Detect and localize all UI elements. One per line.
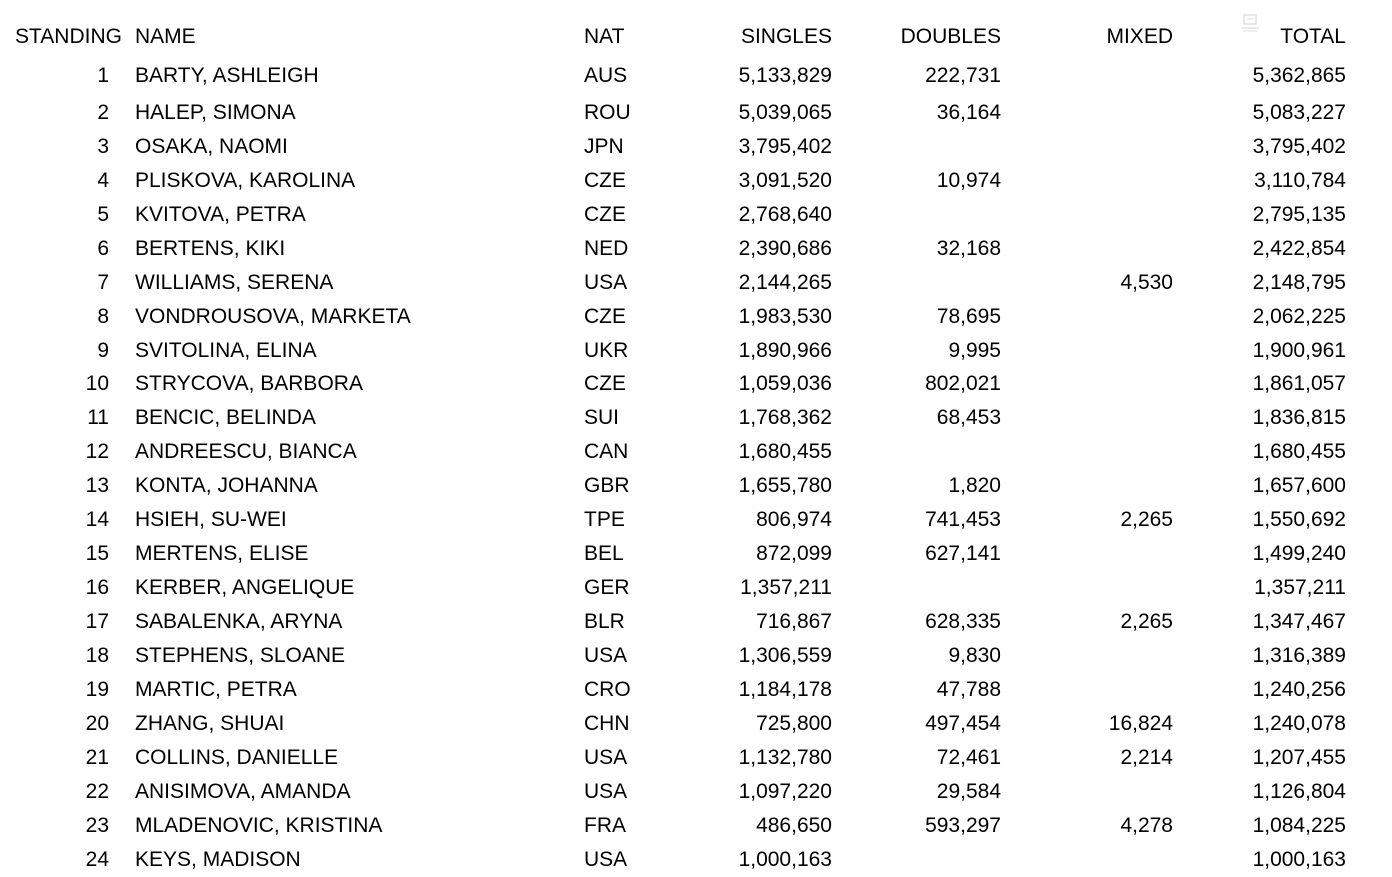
table-row bbox=[0, 300, 1392, 334]
cell-name: STRYCOVA, BARBORA bbox=[135, 372, 363, 396]
cell-spacer bbox=[1346, 435, 1392, 469]
cell-total: 1,900,961 bbox=[1252, 338, 1346, 362]
cell-name: HSIEH, SU-WEI bbox=[135, 508, 287, 532]
cell-nat: CZE bbox=[584, 202, 626, 226]
cell-nat: UKR bbox=[584, 338, 629, 362]
cell-nat: TPE bbox=[584, 508, 625, 532]
cell-standing: 13 bbox=[85, 474, 109, 498]
cell-nat: FRA bbox=[584, 813, 626, 837]
cell-standing: 19 bbox=[85, 677, 109, 701]
cell-nat: CAN bbox=[584, 440, 629, 464]
cell-singles: 1,097,220 bbox=[738, 779, 832, 803]
cell-doubles: 10,974 bbox=[936, 168, 1001, 192]
cell-standing: 2 bbox=[97, 100, 109, 124]
table-row bbox=[0, 469, 1392, 503]
cell-doubles bbox=[832, 130, 1001, 164]
cell-standing: 18 bbox=[85, 643, 109, 667]
cell-spacer bbox=[1346, 198, 1392, 232]
cell-total: 2,148,795 bbox=[1252, 270, 1346, 294]
cell-mixed: 4,530 bbox=[1120, 270, 1173, 294]
cell-singles: 1,890,966 bbox=[738, 338, 832, 362]
cell-name: BENCIC, BELINDA bbox=[135, 406, 316, 430]
cell-mixed bbox=[1001, 673, 1173, 707]
cell-total: 5,362,865 bbox=[1252, 64, 1346, 87]
cell-doubles bbox=[832, 571, 1001, 605]
cell-name: KVITOVA, PETRA bbox=[135, 202, 306, 226]
cell-singles: 3,795,402 bbox=[738, 134, 832, 158]
cell-name: STEPHENS, SLOANE bbox=[135, 643, 346, 667]
cell-name: ANISIMOVA, AMANDA bbox=[135, 779, 351, 803]
table-row bbox=[0, 775, 1392, 809]
cell-standing: 6 bbox=[97, 236, 109, 260]
cell-spacer bbox=[1346, 300, 1392, 334]
cell-total: 3,110,784 bbox=[1254, 168, 1346, 192]
table-row bbox=[0, 639, 1392, 673]
cell-doubles: 222,731 bbox=[925, 64, 1001, 87]
cell-spacer bbox=[1346, 605, 1392, 639]
cell-singles: 1,184,178 bbox=[738, 677, 832, 701]
table-body bbox=[0, 56, 1392, 877]
cell-singles: 1,655,780 bbox=[738, 474, 832, 498]
cell-nat: USA bbox=[584, 643, 628, 667]
cell-standing: 15 bbox=[85, 542, 109, 566]
cell-doubles: 802,021 bbox=[925, 372, 1001, 396]
cell-mixed bbox=[1001, 130, 1173, 164]
cell-doubles bbox=[832, 435, 1001, 469]
cell-nat: CZE bbox=[584, 304, 626, 328]
cell-total: 1,836,815 bbox=[1252, 406, 1346, 430]
cell-spacer bbox=[1346, 232, 1392, 266]
cell-mixed bbox=[1001, 639, 1173, 673]
cell-name: COLLINS, DANIELLE bbox=[135, 745, 339, 769]
cell-spacer bbox=[1346, 469, 1392, 503]
cell-nat: GER bbox=[584, 576, 630, 600]
table-row bbox=[0, 266, 1392, 300]
table-row bbox=[0, 503, 1392, 537]
cell-doubles: 1,820 bbox=[948, 474, 1001, 498]
cell-nat: USA bbox=[584, 745, 628, 769]
cell-total: 5,083,227 bbox=[1252, 100, 1346, 124]
cell-singles: 716,867 bbox=[756, 610, 832, 634]
cell-name: KEYS, MADISON bbox=[135, 847, 301, 871]
earnings-table bbox=[0, 17, 1392, 877]
cell-mixed bbox=[1001, 435, 1173, 469]
cell-doubles bbox=[832, 843, 1001, 877]
cell-standing: 8 bbox=[97, 304, 109, 328]
cell-nat: USA bbox=[584, 270, 628, 294]
table-row bbox=[0, 435, 1392, 469]
cell-doubles: 9,995 bbox=[948, 338, 1001, 362]
cell-spacer bbox=[1346, 673, 1392, 707]
cell-total: 1,680,455 bbox=[1252, 440, 1346, 464]
cell-total: 1,000,163 bbox=[1252, 847, 1346, 871]
table-row bbox=[0, 368, 1392, 402]
cell-spacer bbox=[1346, 741, 1392, 775]
cell-spacer bbox=[1346, 266, 1392, 300]
cell-spacer bbox=[1346, 164, 1392, 198]
cell-mixed: 16,824 bbox=[1108, 711, 1173, 735]
cell-singles: 2,768,640 bbox=[738, 202, 832, 226]
cell-standing: 14 bbox=[85, 508, 109, 532]
table-row bbox=[0, 401, 1392, 435]
header-singles: SINGLES bbox=[740, 24, 832, 48]
cell-spacer bbox=[1346, 56, 1392, 96]
cell-singles: 1,059,036 bbox=[738, 372, 832, 396]
table-row bbox=[0, 96, 1392, 130]
cell-doubles: 593,297 bbox=[925, 813, 1001, 837]
cell-nat: BLR bbox=[584, 610, 625, 634]
cell-spacer bbox=[1346, 843, 1392, 877]
cell-name: VONDROUSOVA, MARKETA bbox=[135, 304, 411, 328]
cell-standing: 16 bbox=[85, 576, 109, 600]
cell-standing: 23 bbox=[85, 813, 109, 837]
cell-singles: 3,091,520 bbox=[738, 168, 832, 192]
cell-spacer bbox=[1346, 503, 1392, 537]
cell-mixed: 2,265 bbox=[1120, 610, 1173, 634]
cell-spacer bbox=[1346, 130, 1392, 164]
cell-spacer bbox=[1346, 537, 1392, 571]
table-row bbox=[0, 537, 1392, 571]
cell-total: 1,207,455 bbox=[1252, 745, 1346, 769]
cell-total: 1,347,467 bbox=[1252, 610, 1346, 634]
header-row bbox=[0, 17, 1392, 56]
header-total: TOTAL bbox=[1280, 24, 1346, 48]
table-row bbox=[0, 198, 1392, 232]
cell-doubles: 627,141 bbox=[925, 542, 1001, 566]
cell-doubles: 47,788 bbox=[936, 677, 1001, 701]
cell-mixed bbox=[1001, 198, 1173, 232]
cell-doubles: 29,584 bbox=[936, 779, 1001, 803]
cell-name: MERTENS, ELISE bbox=[135, 542, 309, 566]
cell-name: WILLIAMS, SERENA bbox=[135, 270, 334, 294]
cell-spacer bbox=[1346, 368, 1392, 402]
cell-mixed bbox=[1001, 401, 1173, 435]
header-standing: STANDING bbox=[15, 24, 122, 48]
cell-singles: 2,144,265 bbox=[738, 270, 832, 294]
cell-singles: 2,390,686 bbox=[738, 236, 832, 260]
cell-total: 1,240,256 bbox=[1252, 677, 1346, 701]
cell-mixed bbox=[1001, 469, 1173, 503]
cell-standing: 4 bbox=[97, 168, 109, 192]
cell-nat: CZE bbox=[584, 168, 626, 192]
cell-singles: 1,306,559 bbox=[738, 643, 832, 667]
cell-standing: 1 bbox=[97, 64, 109, 87]
table-row bbox=[0, 334, 1392, 368]
cell-standing: 17 bbox=[85, 610, 109, 634]
cell-spacer bbox=[1346, 809, 1392, 843]
cell-mixed bbox=[1001, 334, 1173, 368]
cell-standing: 20 bbox=[85, 711, 109, 735]
cell-mixed: 2,214 bbox=[1120, 745, 1173, 769]
cell-spacer bbox=[1346, 775, 1392, 809]
cell-total: 1,861,057 bbox=[1252, 372, 1346, 396]
cell-mixed bbox=[1001, 843, 1173, 877]
cell-doubles: 68,453 bbox=[936, 406, 1001, 430]
cell-name: KONTA, JOHANNA bbox=[135, 474, 318, 498]
table-row bbox=[0, 232, 1392, 266]
cell-singles: 486,650 bbox=[756, 813, 832, 837]
cell-nat: BEL bbox=[584, 542, 624, 566]
cell-total: 2,422,854 bbox=[1252, 236, 1346, 260]
cell-total: 1,550,692 bbox=[1252, 508, 1346, 532]
cell-doubles: 9,830 bbox=[948, 643, 1001, 667]
cell-singles: 806,974 bbox=[756, 508, 832, 532]
cell-spacer bbox=[1346, 639, 1392, 673]
cell-name: ANDREESCU, BIANCA bbox=[135, 440, 357, 464]
cell-name: MLADENOVIC, KRISTINA bbox=[135, 813, 383, 837]
cell-singles: 1,680,455 bbox=[738, 440, 832, 464]
cell-standing: 11 bbox=[87, 406, 109, 430]
cell-name: KERBER, ANGELIQUE bbox=[135, 576, 355, 600]
cell-spacer bbox=[1346, 571, 1392, 605]
cell-singles: 5,133,829 bbox=[738, 64, 832, 87]
cell-name: MARTIC, PETRA bbox=[135, 677, 297, 701]
cell-nat: NED bbox=[584, 236, 629, 260]
cell-name: BARTY, ASHLEIGH bbox=[135, 64, 319, 87]
cell-doubles: 36,164 bbox=[936, 100, 1001, 124]
cell-singles: 1,357,211 bbox=[740, 576, 832, 600]
cell-spacer bbox=[1346, 96, 1392, 130]
cell-standing: 7 bbox=[97, 270, 109, 294]
cell-name: HALEP, SIMONA bbox=[135, 100, 296, 124]
cell-total: 1,357,211 bbox=[1254, 576, 1346, 600]
table-row bbox=[0, 56, 1392, 96]
header-nat: NAT bbox=[584, 24, 625, 48]
cell-nat: CHN bbox=[584, 711, 630, 735]
cell-doubles: 32,168 bbox=[936, 236, 1001, 260]
cell-mixed bbox=[1001, 56, 1173, 96]
cell-mixed: 4,278 bbox=[1120, 813, 1173, 837]
cell-total: 1,084,225 bbox=[1252, 813, 1346, 837]
cell-mixed: 2,265 bbox=[1120, 508, 1173, 532]
cell-nat: AUS bbox=[584, 64, 628, 87]
cell-mixed bbox=[1001, 368, 1173, 402]
cell-doubles: 497,454 bbox=[925, 711, 1001, 735]
cell-total: 1,316,389 bbox=[1252, 643, 1346, 667]
cell-singles: 1,768,362 bbox=[738, 406, 832, 430]
cell-singles: 872,099 bbox=[756, 542, 832, 566]
cell-nat: GBR bbox=[584, 474, 630, 498]
cell-total: 2,795,135 bbox=[1252, 202, 1346, 226]
table-row bbox=[0, 130, 1392, 164]
header-spacer bbox=[1346, 17, 1392, 56]
cell-standing: 3 bbox=[97, 134, 109, 158]
cell-total: 2,062,225 bbox=[1252, 304, 1346, 328]
cell-mixed bbox=[1001, 537, 1173, 571]
table-row bbox=[0, 843, 1392, 877]
cell-mixed bbox=[1001, 571, 1173, 605]
cell-total: 1,657,600 bbox=[1252, 474, 1346, 498]
header-mixed: MIXED bbox=[1106, 24, 1173, 48]
cell-singles: 5,039,065 bbox=[738, 100, 832, 124]
cell-doubles: 628,335 bbox=[925, 610, 1001, 634]
cell-mixed bbox=[1001, 775, 1173, 809]
cell-total: 1,126,804 bbox=[1252, 779, 1346, 803]
cell-mixed bbox=[1001, 300, 1173, 334]
cell-mixed bbox=[1001, 232, 1173, 266]
cell-standing: 5 bbox=[97, 202, 109, 226]
table-row bbox=[0, 741, 1392, 775]
table-row bbox=[0, 809, 1392, 843]
cell-nat: CRO bbox=[584, 677, 631, 701]
cell-mixed bbox=[1001, 96, 1173, 130]
cell-nat: USA bbox=[584, 779, 628, 803]
table-row bbox=[0, 164, 1392, 198]
cell-standing: 21 bbox=[85, 745, 109, 769]
cell-nat: USA bbox=[584, 847, 628, 871]
cell-nat: CZE bbox=[584, 372, 626, 396]
cell-name: BERTENS, KIKI bbox=[135, 236, 286, 260]
cell-total: 3,795,402 bbox=[1252, 134, 1346, 158]
cell-singles: 1,983,530 bbox=[738, 304, 832, 328]
cell-standing: 10 bbox=[85, 372, 109, 396]
table-row bbox=[0, 707, 1392, 741]
cell-singles: 725,800 bbox=[756, 711, 832, 735]
cell-standing: 24 bbox=[85, 847, 109, 871]
table-row bbox=[0, 673, 1392, 707]
cell-standing: 12 bbox=[85, 440, 109, 464]
cell-singles: 1,132,780 bbox=[738, 745, 832, 769]
table-row bbox=[0, 605, 1392, 639]
cell-doubles: 741,453 bbox=[925, 508, 1001, 532]
cell-spacer bbox=[1346, 334, 1392, 368]
cell-doubles bbox=[832, 198, 1001, 232]
header-name: NAME bbox=[135, 24, 196, 48]
cell-name: OSAKA, NAOMI bbox=[135, 134, 288, 158]
cell-doubles: 78,695 bbox=[936, 304, 1001, 328]
cell-nat: JPN bbox=[584, 134, 624, 158]
cell-standing: 9 bbox=[97, 338, 109, 362]
cell-name: ZHANG, SHUAI bbox=[135, 711, 285, 735]
cell-name: PLISKOVA, KAROLINA bbox=[135, 168, 356, 192]
cell-singles: 1,000,163 bbox=[738, 847, 832, 871]
cell-doubles bbox=[832, 266, 1001, 300]
cell-total: 1,499,240 bbox=[1252, 542, 1346, 566]
header-doubles: DOUBLES bbox=[900, 24, 1001, 48]
cell-spacer bbox=[1346, 707, 1392, 741]
cell-spacer bbox=[1346, 401, 1392, 435]
cell-doubles: 72,461 bbox=[936, 745, 1001, 769]
cell-standing: 22 bbox=[85, 779, 109, 803]
table-row bbox=[0, 571, 1392, 605]
cell-name: SABALENKA, ARYNA bbox=[135, 610, 343, 634]
cell-nat: SUI bbox=[584, 406, 620, 430]
cell-total: 1,240,078 bbox=[1252, 711, 1346, 735]
cell-nat: ROU bbox=[584, 100, 631, 124]
cell-mixed bbox=[1001, 164, 1173, 198]
cell-name: SVITOLINA, ELINA bbox=[135, 338, 317, 362]
